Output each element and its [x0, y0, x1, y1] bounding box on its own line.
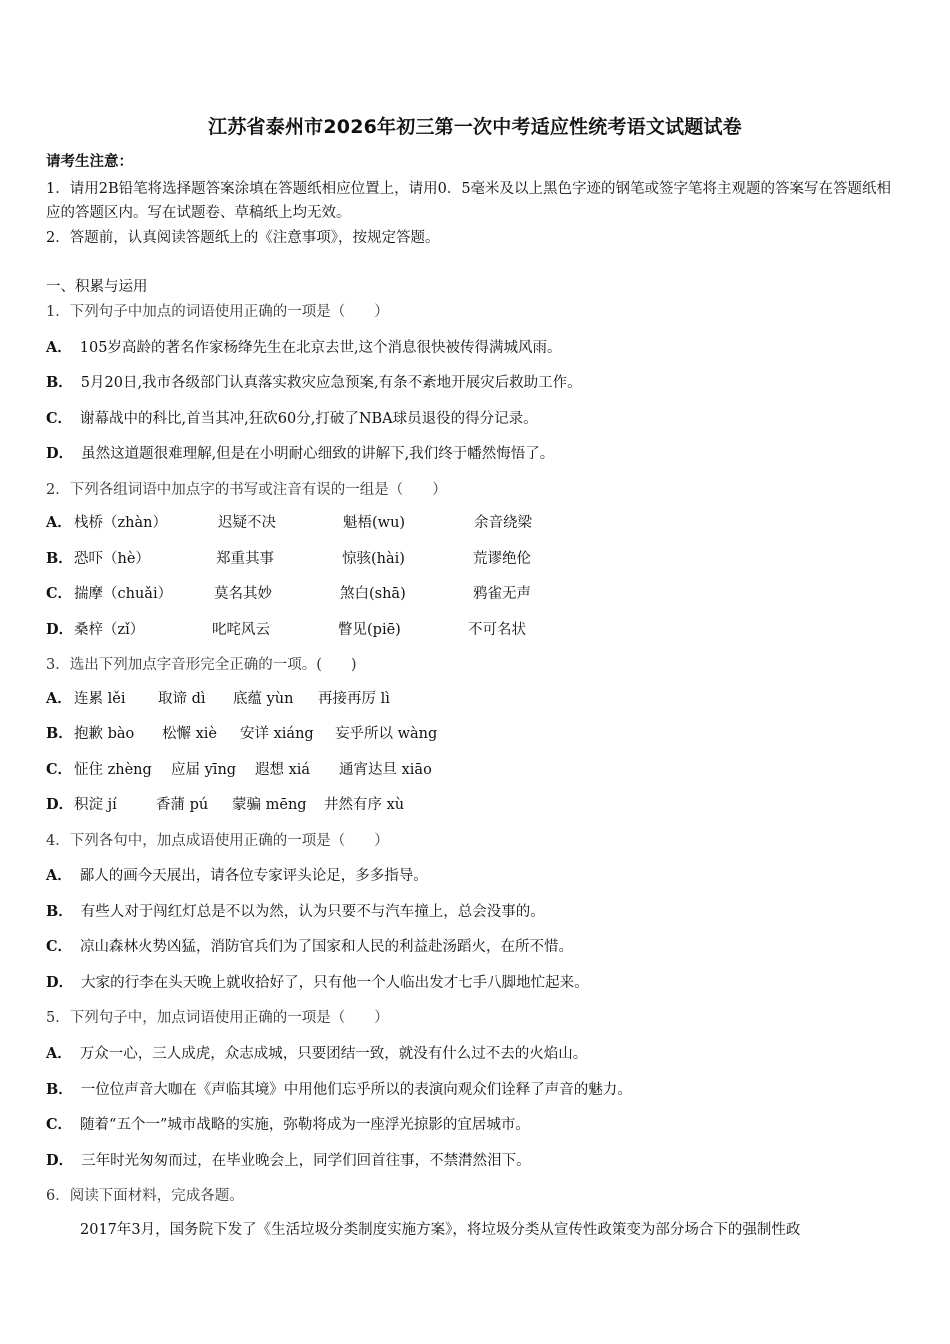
option-cell: 莫名其妙 — [214, 586, 272, 602]
option-text: 三年时光匆匆而过，在毕业晚会上，同学们回首往事，不禁潸然泪下。 — [81, 1153, 531, 1169]
option-cell: 余音绕梁 — [474, 515, 532, 531]
option-text: 105岁高龄的著名作家杨绛先生在北京去世,这个消息很快被传得满城风雨。 — [79, 340, 562, 356]
option-cell: 煞白(shā) — [340, 586, 406, 602]
question-6-stem: 6．阅读下面材料，完成各题。 — [46, 1188, 244, 1204]
option-label: C． — [46, 585, 73, 602]
option-cell: 妄乎所以 wàng — [335, 726, 438, 742]
q1-option-b — [46, 373, 582, 393]
option-label: D． — [46, 974, 74, 991]
reading-passage: 2017年3月，国务院下发了《生活垃圾分类制度实施方案》，将垃圾分类从宣传性政策变为部分场合下的强制性政 — [80, 1222, 801, 1238]
option-label: A． — [46, 690, 72, 707]
q5-option-d — [46, 1151, 531, 1171]
q5-option-c — [46, 1115, 530, 1135]
option-cell: 取谛 dì — [158, 691, 206, 707]
question-4-stem: 4．下列各句中，加点成语使用正确的一项是（ ） — [46, 833, 389, 849]
option-label: A． — [46, 339, 72, 356]
q1-option-d — [46, 444, 554, 464]
option-text: 有些人对于闯红灯总是不以为然，认为只要不与汽车撞上，总会没事的。 — [80, 904, 545, 920]
option-cell: 瞥见(piē) — [338, 622, 401, 638]
option-cell: 连累 lěi — [74, 691, 126, 707]
option-cell: 不可名状 — [468, 622, 526, 638]
option-cell: 恐吓（hè） — [74, 551, 150, 567]
option-cell: 怔住 zhèng — [74, 762, 152, 778]
document-title: 江苏省泰州市2026年初三第一次中考适应性统考语文试题试卷 — [208, 116, 742, 138]
q4-option-b — [46, 902, 545, 922]
option-label: B． — [46, 725, 73, 742]
option-text: 鄙人的画今天展出，请各位专家评头论足，多多指导。 — [79, 868, 428, 884]
option-cell: 栈桥（zhàn） — [74, 515, 167, 531]
option-cell: 井然有序 xù — [324, 797, 405, 813]
option-label: D． — [46, 1152, 74, 1169]
q4-option-a — [46, 866, 428, 886]
option-text: 万众一心，三人成虎，众志成城，只要团结一致，就没有什么过不去的火焰山。 — [79, 1046, 588, 1062]
option-label: C． — [46, 1116, 73, 1133]
option-text: 虽然这道题很难理解,但是在小明耐心细致的讲解下,我们终于幡然悔悟了。 — [81, 446, 555, 462]
option-label: D． — [46, 796, 74, 813]
option-cell: 揣摩（chuǎi） — [74, 586, 173, 602]
option-cell: 再接再厉 lì — [318, 691, 390, 707]
option-label: B． — [46, 550, 73, 567]
option-cell: 安详 xiáng — [240, 726, 314, 742]
section-heading: 一、积累与运用 — [46, 279, 148, 295]
option-label: D． — [46, 621, 74, 638]
option-cell: 鸦雀无声 — [473, 586, 531, 602]
q4-option-d — [46, 973, 589, 993]
option-cell: 叱咤风云 — [212, 622, 270, 638]
notice-heading: 请考生注意： — [46, 153, 133, 170]
question-2-stem: 2．下列各组词语中加点字的书写或注音有误的一组是（ ） — [46, 482, 447, 498]
option-text: 谢幕战中的科比,首当其冲,狂砍60分,打破了NBA球员退役的得分记录。 — [80, 411, 538, 427]
option-text: 随着“五个一”城市战略的实施，弥勒将成为一座浮光掠影的宜居城市。 — [80, 1117, 530, 1133]
option-cell: 蒙骗 mēng — [232, 797, 307, 813]
option-text: 一位位声音大咖在《声临其境》中用他们忘乎所以的表演向观众们诠释了声音的魅力。 — [80, 1082, 632, 1098]
option-label: D． — [46, 445, 74, 462]
option-cell: 荒谬绝伦 — [473, 551, 531, 567]
option-cell: 松懈 xiè — [162, 726, 218, 742]
option-text: 5月20日,我市各级部门认真落实救灾应急预案,有条不紊地开展灾后救助工作。 — [80, 375, 582, 391]
option-cell: 遐想 xiá — [255, 762, 311, 778]
option-cell: 应届 yīng — [171, 762, 237, 778]
option-label: C． — [46, 410, 73, 427]
option-label: A． — [46, 1045, 72, 1062]
option-text: 凉山森林火势凶猛，消防官兵们为了国家和人民的利益赴汤蹈火，在所不惜。 — [80, 939, 574, 955]
q4-option-c — [46, 937, 573, 957]
q1-option-c — [46, 409, 538, 429]
option-cell: 抱歉 bào — [74, 726, 135, 742]
option-cell: 香蒲 pú — [156, 797, 209, 813]
option-label: C． — [46, 761, 73, 778]
option-text: 大家的行李在头天晚上就收拾好了，只有他一个人临出发才七手八脚地忙起来。 — [81, 975, 589, 991]
option-cell: 惊骇(hài) — [342, 551, 405, 567]
option-cell: 郑重其事 — [216, 551, 274, 567]
option-label: B． — [46, 903, 73, 920]
option-cell: 通宵达旦 xiāo — [339, 762, 432, 778]
option-label: A． — [46, 514, 72, 531]
option-label: B． — [46, 1081, 73, 1098]
question-5-stem: 5．下列句子中，加点词语使用正确的一项是（ ） — [46, 1010, 389, 1026]
option-label: C． — [46, 938, 73, 955]
q5-option-a — [46, 1044, 587, 1064]
notice-item-2: 2．答题前，认真阅读答题纸上的《注意事项》，按规定答题。 — [46, 230, 440, 246]
option-cell: 积淀 jí — [74, 797, 117, 813]
notice-item-1: 1．请用2B铅笔将选择题答案涂填在答题纸相应位置上，请用0．5毫米及以上黑色字迹的钢笔或签字笔将主观题的答案写在答题纸相应的答题区内。写在试题卷、草稿纸上均无效。 — [46, 181, 892, 221]
option-cell: 底蕴 yùn — [233, 691, 294, 707]
question-3-stem: 3．选出下列加点字音形完全正确的一项。( ) — [46, 657, 357, 673]
option-label: B． — [46, 374, 73, 391]
q1-option-a — [46, 338, 562, 358]
option-cell: 魁梧(wu) — [343, 515, 406, 531]
q5-option-b — [46, 1080, 632, 1100]
question-1-stem: 1．下列句子中加点的词语使用正确的一项是（ ） — [46, 304, 389, 320]
option-label: A． — [46, 867, 72, 884]
option-cell: 迟疑不决 — [218, 515, 276, 531]
option-cell: 桑梓（zǐ） — [74, 622, 145, 638]
